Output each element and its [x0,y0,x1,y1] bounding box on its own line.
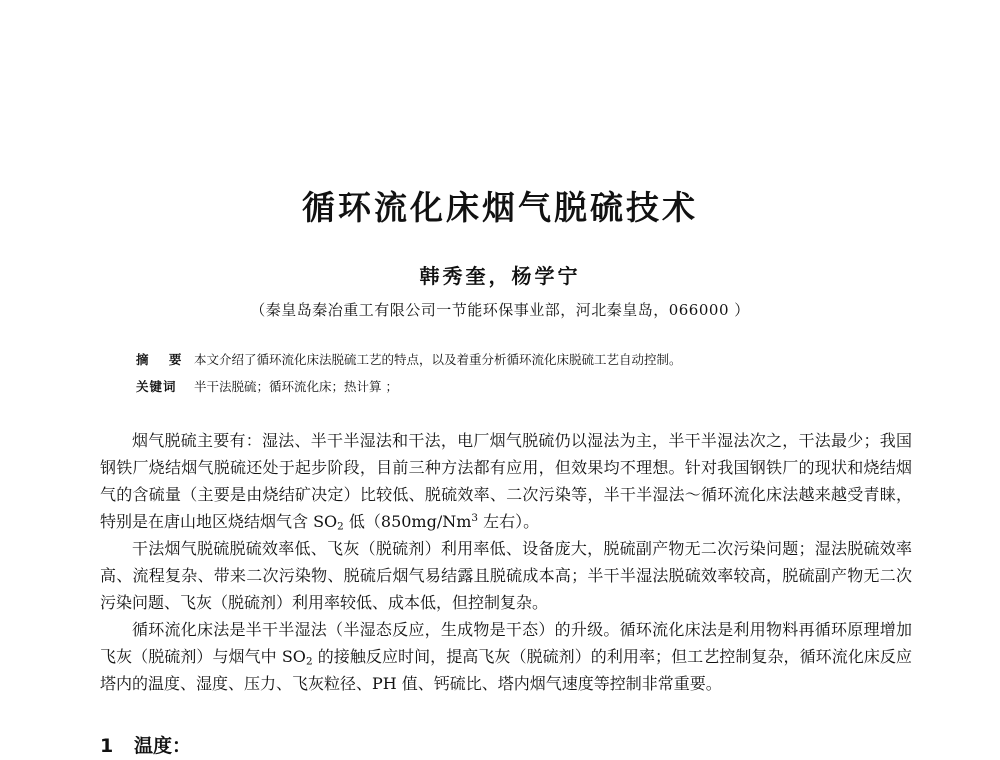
paragraph-1-text-middle: 低（850mg/Nm [343,512,472,531]
abstract-text: 本文介绍了循环流化床法脱硫工艺的特点，以及着重分析循环流化床脱硫工艺自动控制。 [194,352,682,367]
abstract-block [136,350,940,370]
section-heading [100,733,191,759]
keywords-label: 关键词 [136,379,177,394]
paragraph-3-text: 循环流化床法是半干半湿法（半湿态反应，生成物是干态）的升级。循环流化床法是利用物料再循环原理增加飞灰（脱硫剂）与烟气中 SO [100,620,912,666]
paragraph-3 [100,616,912,697]
author-affiliation: （秦皇岛秦冶重工有限公司一节能环保事业部，河北秦皇岛，066000 ） [250,301,750,319]
body-text [100,427,912,697]
paragraph-1 [100,427,912,535]
paragraph-2-text: 干法烟气脱硫脱硫效率低、飞灰（脱硫剂）利用率低、设备庞大，脱硫副产物无二次污染问题；湿法脱硫效率高、流程复杂、带来二次污染物、脱硫后烟气易结露且脱硫成本高；半干半湿法脱硫效率较高，脱硫副产物无二次污染问题、飞灰（脱硫剂）利用率较低、成本低，但控制复杂。 [100,539,912,612]
so2-subscript: 2 [305,655,313,668]
paragraph-3-text-end: 的接触反应时间，提高飞灰（脱硫剂）的利用率；但工艺控制复杂，循环流化床反应塔内的温度、湿度、压力、飞灰粒径、PH 值、钙硫比、塔内烟气速度等控制非常重要。 [100,647,912,693]
so2-subscript: 2 [337,520,344,533]
paper-authors: 韩秀奎，杨学宁 [419,264,581,288]
section-number: 1 [100,735,114,757]
cubic-superscript: 3 [471,511,479,524]
paragraph-2 [100,535,912,616]
keywords-text: 半干法脱硫；循环流化床；热计算 ； [194,379,398,394]
abstract-label: 摘 要 [136,352,190,367]
paragraph-1-text-end: 左右）。 [478,512,540,531]
section-title: 温度： [134,735,192,757]
paragraph-1-text: 烟气脱硫主要有：湿法、半干半湿法和干法，电厂烟气脱硫仍以湿法为主，半干半湿法次之，干法最少；我国钢铁厂烧结烟气脱硫还处于起步阶段，目前三种方法都有应用，但效果均不理想。针对我国钢铁厂的现状和烧结烟气的含硫量（主要是由烧结矿决定）比较低、脱硫效率、二次污染等，半干半湿法～循环流化床法越来越受青睐，特别是在唐山地区烧结烟气含 SO [100,431,912,531]
keywords-block [136,377,940,397]
paper-title: 循环流化床烟气脱硫技术 [302,188,698,227]
